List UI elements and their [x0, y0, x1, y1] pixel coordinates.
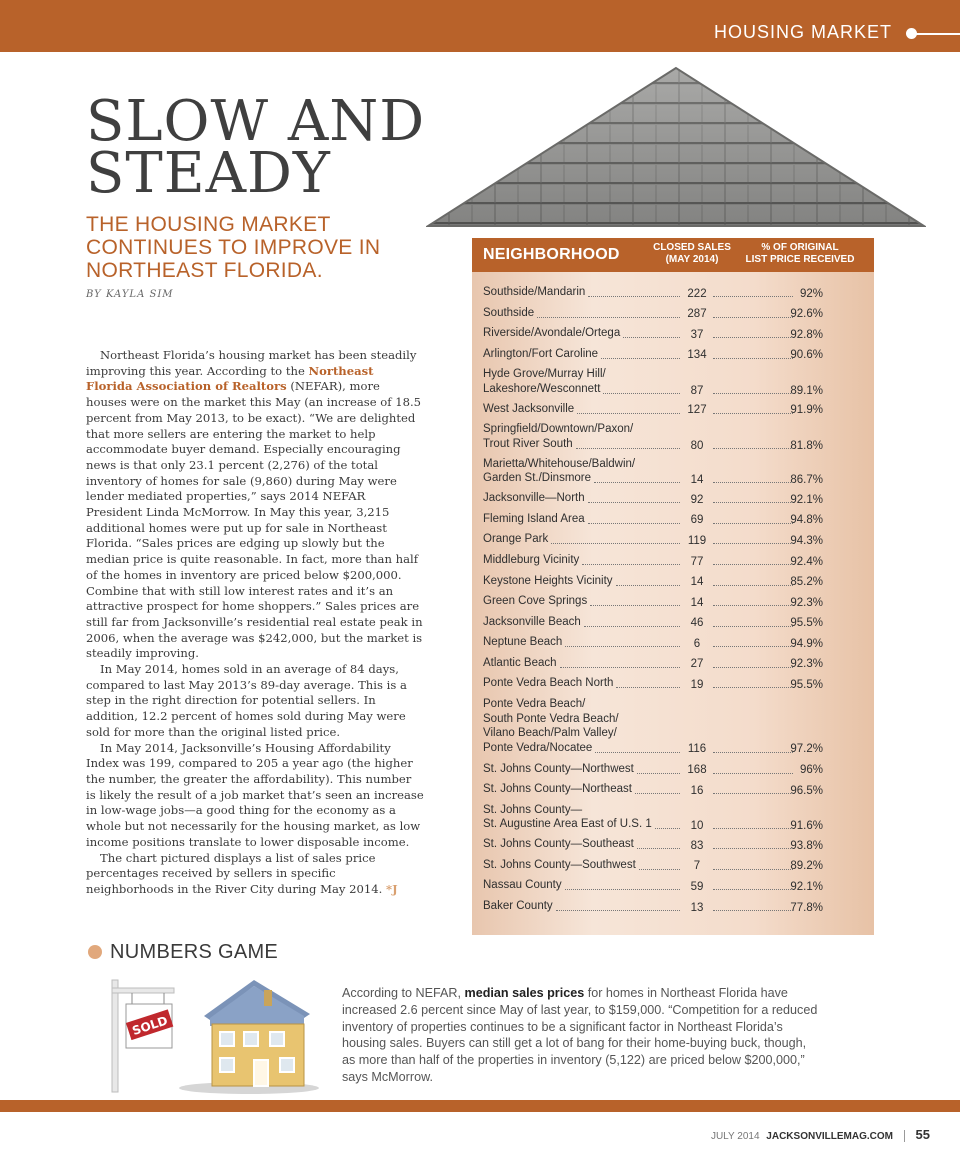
dot-leader [713, 295, 793, 297]
dot-leader [713, 751, 793, 753]
pct-list-price-value: 92.8% [790, 328, 823, 341]
page-footer [711, 1127, 930, 1142]
numbers-dot-icon [88, 945, 102, 959]
pct-list-price-value: 77.8% [790, 901, 823, 914]
closed-sales-value: 87 [690, 384, 704, 397]
header-neighborhood: NEIGHBORHOOD [483, 246, 620, 263]
neighborhood-name: Southside/Mandarin [483, 286, 586, 298]
neighborhood-name: Baker County [483, 899, 553, 912]
closed-sales-value: 83 [690, 839, 704, 852]
numbers-text-span: for homes in Northeast Florida have increased 2.6 percent since May of last year, to $159,000. “Competition for a reduced inventory of properties continues to be a significant factor in Northeast Florida’s housing sales. Buyers can still get a lot of bang for their home-buying buck, though, as more than half of the properties in inventory (5,122) are priced below $200,000,” says McMorrow. [342, 986, 818, 1084]
neighborhood-name: Ponte Vedra Beach North [483, 677, 614, 690]
body-paragraph-3: In May 2014, Jacksonville’s Housing Affordability Index was 199, compared to 205 a year ago (the higher the number, the greater the affordability). This number is likely the result of a job market that’s seen an increase in low-wage jobs—a good thing for the economy as a whole but not necessarily for the housing market, as low income positions translate to lower disposable income. [86, 740, 424, 849]
dot-leader [565, 888, 680, 890]
pct-list-price-value: 91.6% [790, 819, 823, 832]
pct-list-price-value: 85.2% [790, 576, 823, 589]
dot-leader [713, 847, 793, 849]
table-row [483, 762, 823, 783]
row-values [683, 553, 823, 568]
closed-sales-value: 27 [690, 658, 704, 671]
closed-sales-value: 37 [690, 328, 704, 341]
header-closed-sales: CLOSED SALES (MAY 2014) [653, 242, 731, 265]
page-number: 55 [915, 1127, 930, 1142]
neighborhood-name: Marietta/Whitehouse/Baldwin/ Garden St./Dinsmore [483, 457, 636, 485]
dot-leader [713, 316, 793, 318]
section-label: HOUSING MARKET [713, 22, 892, 42]
dot-leader [588, 501, 680, 503]
dot-leader [713, 772, 793, 774]
closed-sales-value: 13 [690, 901, 704, 914]
row-values [683, 761, 823, 776]
row-values [683, 837, 823, 852]
dot-leader [713, 686, 793, 688]
dot-leader [713, 481, 793, 483]
table-row [483, 858, 823, 879]
body-paragraph-1 [86, 348, 424, 662]
pct-list-price-value: 93.8% [790, 839, 823, 852]
neighborhood-name: Atlantic Beach [483, 656, 557, 669]
table-row [483, 697, 823, 762]
table-row [483, 656, 823, 677]
dot-leader [537, 316, 680, 318]
dot-leader [635, 792, 680, 794]
pct-list-price-value: 92.4% [790, 555, 823, 568]
row-values [683, 491, 823, 506]
pct-list-price-value: 95.5% [790, 679, 823, 692]
dot-leader [565, 645, 680, 647]
row-values [683, 614, 823, 629]
dot-leader [713, 604, 793, 606]
dot-leader [713, 888, 793, 890]
row-values [683, 857, 823, 872]
pct-list-price-value: 91.9% [790, 404, 823, 417]
neighborhood-name: St. Johns County—Southeast [483, 838, 634, 851]
dot-leader [584, 625, 680, 627]
dot-leader [713, 447, 793, 449]
dot-leader [713, 501, 793, 503]
closed-sales-value: 127 [687, 404, 707, 417]
neighborhood-name: West Jacksonville [483, 402, 575, 415]
dot-leader [713, 645, 793, 647]
neighborhood-name: Green Cove Springs [483, 595, 588, 608]
table-row [483, 574, 823, 595]
dot-leader [603, 392, 680, 394]
pct-list-price-value: 92.6% [790, 308, 823, 321]
table-row [483, 422, 823, 456]
subhead: THE HOUSING MARKET CONTINUES TO IMPROVE IN NORTHEAST FLORIDA. [86, 213, 381, 282]
row-values [683, 573, 823, 588]
table-row [483, 635, 823, 656]
dot-leader [713, 563, 793, 565]
closed-sales-value: 16 [690, 784, 704, 797]
dot-leader [601, 357, 680, 359]
neighborhood-name: Southside [483, 306, 535, 319]
dot-leader [713, 792, 793, 794]
pct-list-price-value: 97.2% [790, 743, 823, 756]
row-values [683, 782, 823, 797]
body-paragraph-2: In May 2014, homes sold in an average of 84 days, compared to last May 2013’s 89-day average. This is a step in the right direction for potential sellers. In addition, 12.2 percent of homes sold during May were sold for more than the original listed price. [86, 662, 407, 739]
pct-list-price-value: 96% [799, 764, 823, 777]
table-row [483, 457, 823, 491]
table-row [483, 285, 823, 306]
row-values [683, 655, 823, 670]
pct-list-price-value: 90.6% [790, 349, 823, 362]
nefar-link[interactable]: Northeast Florida Association of Realtors [86, 363, 374, 394]
pct-list-price-value: 94.3% [790, 534, 823, 547]
closed-sales-value: 46 [690, 617, 704, 630]
dot-leader [576, 447, 680, 449]
dot-leader [560, 666, 680, 668]
dot-leader [616, 584, 680, 586]
dot-leader [623, 336, 680, 338]
neighborhood-name: St. Johns County—Northwest [483, 762, 634, 775]
row-values [683, 437, 823, 452]
row-values [683, 346, 823, 361]
closed-sales-value: 14 [690, 473, 704, 486]
table-row [483, 899, 823, 920]
neighborhood-name: Keystone Heights Vicinity [483, 574, 613, 587]
row-values [683, 635, 823, 650]
neighborhood-name: Neptune Beach [483, 636, 563, 649]
row-values [683, 676, 823, 691]
numbers-game-text [342, 985, 822, 1086]
neighborhood-name: Jacksonville—North [483, 492, 585, 505]
row-values [683, 899, 823, 914]
dot-leader [713, 542, 793, 544]
dot-leader [655, 827, 680, 829]
closed-sales-value: 168 [687, 764, 707, 777]
dot-leader [713, 336, 793, 338]
table-header [472, 238, 874, 272]
dot-leader [713, 827, 793, 829]
row-values [683, 740, 823, 755]
site-url[interactable]: JACKSONVILLEMAG.COM [766, 1131, 893, 1142]
row-values [683, 532, 823, 547]
row-values [683, 817, 823, 832]
neighborhood-name: Hyde Grove/Murray Hill/ Lakeshore/Wesconnett [483, 368, 606, 395]
pct-list-price-value: 92.3% [790, 596, 823, 609]
dot-leader [637, 847, 680, 849]
closed-sales-value: 116 [687, 743, 707, 756]
numbers-game-title: NUMBERS GAME [110, 941, 279, 963]
dot-leader [588, 295, 680, 297]
table-row [483, 532, 823, 553]
roof-illustration [426, 64, 926, 234]
row-values [683, 511, 823, 526]
table-rows [483, 285, 823, 920]
bottom-banner [0, 1100, 960, 1112]
dot-leader [637, 772, 680, 774]
dot-leader [639, 868, 680, 870]
dot-leader [713, 412, 793, 414]
closed-sales-value: 77 [690, 555, 704, 568]
table-row [483, 402, 823, 423]
dot-leader [595, 751, 680, 753]
pct-list-price-value: 94.9% [790, 637, 823, 650]
closed-sales-value: 10 [690, 819, 704, 832]
dot-leader [713, 584, 793, 586]
closed-sales-value: 59 [690, 880, 704, 893]
issue-date: JULY 2014 [710, 1131, 760, 1142]
dot-leader [713, 357, 793, 359]
neighborhood-name: Nassau County [483, 879, 562, 892]
dot-leader [588, 522, 680, 524]
table-row [483, 326, 823, 347]
table-row [483, 594, 823, 615]
row-values [683, 326, 823, 341]
table-row [483, 367, 823, 401]
pct-list-price-value: 89.2% [790, 860, 823, 873]
median-sales-prices: median sales prices [464, 986, 585, 1000]
end-mark: *J [386, 881, 398, 896]
closed-sales-value: 19 [690, 679, 704, 692]
table-row [483, 803, 823, 837]
pct-list-price-value: 92.1% [790, 493, 823, 506]
section-line [914, 33, 960, 35]
closed-sales-value: 14 [690, 576, 704, 589]
neighborhood-name: Fleming Island Area [483, 512, 585, 525]
headline: SLOW AND STEADY [86, 89, 426, 206]
pct-list-price-value: 81.8% [790, 439, 823, 452]
pct-list-price-value: 92.3% [790, 658, 823, 671]
dot-leader [713, 868, 793, 870]
row-values [683, 285, 823, 300]
dot-leader [594, 481, 680, 483]
byline: BY KAYLA SIM [86, 289, 174, 300]
table-row [483, 837, 823, 858]
closed-sales-value: 6 [693, 637, 701, 650]
dot-leader [551, 542, 680, 544]
row-values [683, 878, 823, 893]
table-row [483, 676, 823, 697]
row-values [683, 382, 823, 397]
pct-list-price-value: 92.1% [790, 880, 823, 893]
closed-sales-value: 287 [687, 308, 707, 321]
neighborhood-name: St. Johns County— St. Augustine Area East of U.S. 1 [483, 803, 652, 831]
neighborhood-name: Jacksonville Beach [483, 615, 581, 628]
neighborhood-name: Ponte Vedra Beach/ South Ponte Vedra Beach/ Vilano Beach/Palm Valley/ Ponte Vedra/Nocatee [483, 698, 619, 754]
dot-leader [582, 563, 680, 565]
row-values [683, 471, 823, 486]
row-values [683, 305, 823, 320]
neighborhood-name: St. Johns County—Southwest [483, 858, 636, 871]
closed-sales-value: 7 [693, 860, 701, 873]
closed-sales-value: 92 [690, 493, 704, 506]
dot-leader [577, 412, 680, 414]
closed-sales-value: 119 [687, 534, 707, 547]
closed-sales-value: 134 [687, 349, 707, 362]
neighborhood-name: Orange Park [483, 533, 549, 546]
body-text-span: The chart pictured displays a list of sales price percentages received by sellers in specific neighborhoods in the River City during May 2014. [86, 850, 383, 896]
numbers-text-span: According to NEFAR, [342, 986, 465, 1000]
table-row [483, 512, 823, 533]
dot-leader [713, 522, 793, 524]
pct-list-price-value: 86.7% [790, 473, 823, 486]
sold-sign-text: SOLD [130, 1013, 170, 1038]
neighborhood-name: Middleburg Vicinity [483, 553, 580, 566]
table-row [483, 782, 823, 803]
closed-sales-value: 14 [690, 596, 704, 609]
dot-leader [713, 909, 793, 911]
dot-leader [556, 909, 680, 911]
table-row [483, 878, 823, 899]
neighborhood-name: Arlington/Fort Caroline [483, 347, 599, 360]
footer-divider [904, 1130, 905, 1142]
house-sold-sign-icon [104, 966, 324, 1096]
dot-leader [616, 686, 680, 688]
dot-leader [590, 604, 680, 606]
dot-leader [713, 392, 793, 394]
body-paragraph-4 [86, 851, 424, 898]
body-text-span: Northeast Florida’s housing market has been steadily improving this year. According to the [86, 348, 417, 378]
table-row [483, 615, 823, 636]
table-row [483, 491, 823, 512]
neighborhood-name: Springfield/Downtown/Paxon/ Trout River South [483, 423, 634, 450]
closed-sales-value: 80 [690, 439, 704, 452]
header-pct-list-price: % OF ORIGINAL LIST PRICE RECEIVED [745, 242, 855, 265]
neighborhood-name: Riverside/Avondale/Ortega [483, 327, 621, 340]
dot-leader [713, 625, 793, 627]
table-row [483, 347, 823, 368]
table-row [483, 553, 823, 574]
article-body [86, 348, 424, 898]
row-values [683, 594, 823, 609]
neighborhood-name: St. Johns County—Northeast [483, 783, 632, 796]
pct-list-price-value: 95.5% [790, 617, 823, 630]
pct-list-price-value: 96.5% [790, 784, 823, 797]
closed-sales-value: 69 [690, 514, 704, 527]
body-text-span: (NEFAR), more houses were on the market this May (an increase of 18.5 percent from May 2013, to be exact). “We are delighted that more sellers are entering the market to help accommodate buyer demand. Especially encouraging news is that only 23.1 percent (2,276) of the total inventory of homes for sale (9,860) during May were lender mediated properties,” says 2014 NEFAR President Linda McMorrow. In May this year, 3,215 additional homes were put up for sale in Northeast Florida. “Sales prices are edging up slowly but the median price is quite reasonable. In fact, more than half of the homes in inventory are priced below $200,000. Combine that with still low interest rates and it’s an attractive prospect for home shoppers.” Sales prices are still far from Jacksonville’s residential real estate peak in 2006, when the average was $242,000, but the market is steadily improving. [86, 379, 423, 661]
pct-list-price-value: 94.8% [790, 514, 823, 527]
table-row [483, 306, 823, 327]
closed-sales-value: 222 [687, 287, 707, 300]
row-values [683, 401, 823, 416]
pct-list-price-value: 92% [799, 287, 823, 300]
dot-leader [713, 666, 793, 668]
pct-list-price-value: 89.1% [790, 384, 823, 397]
